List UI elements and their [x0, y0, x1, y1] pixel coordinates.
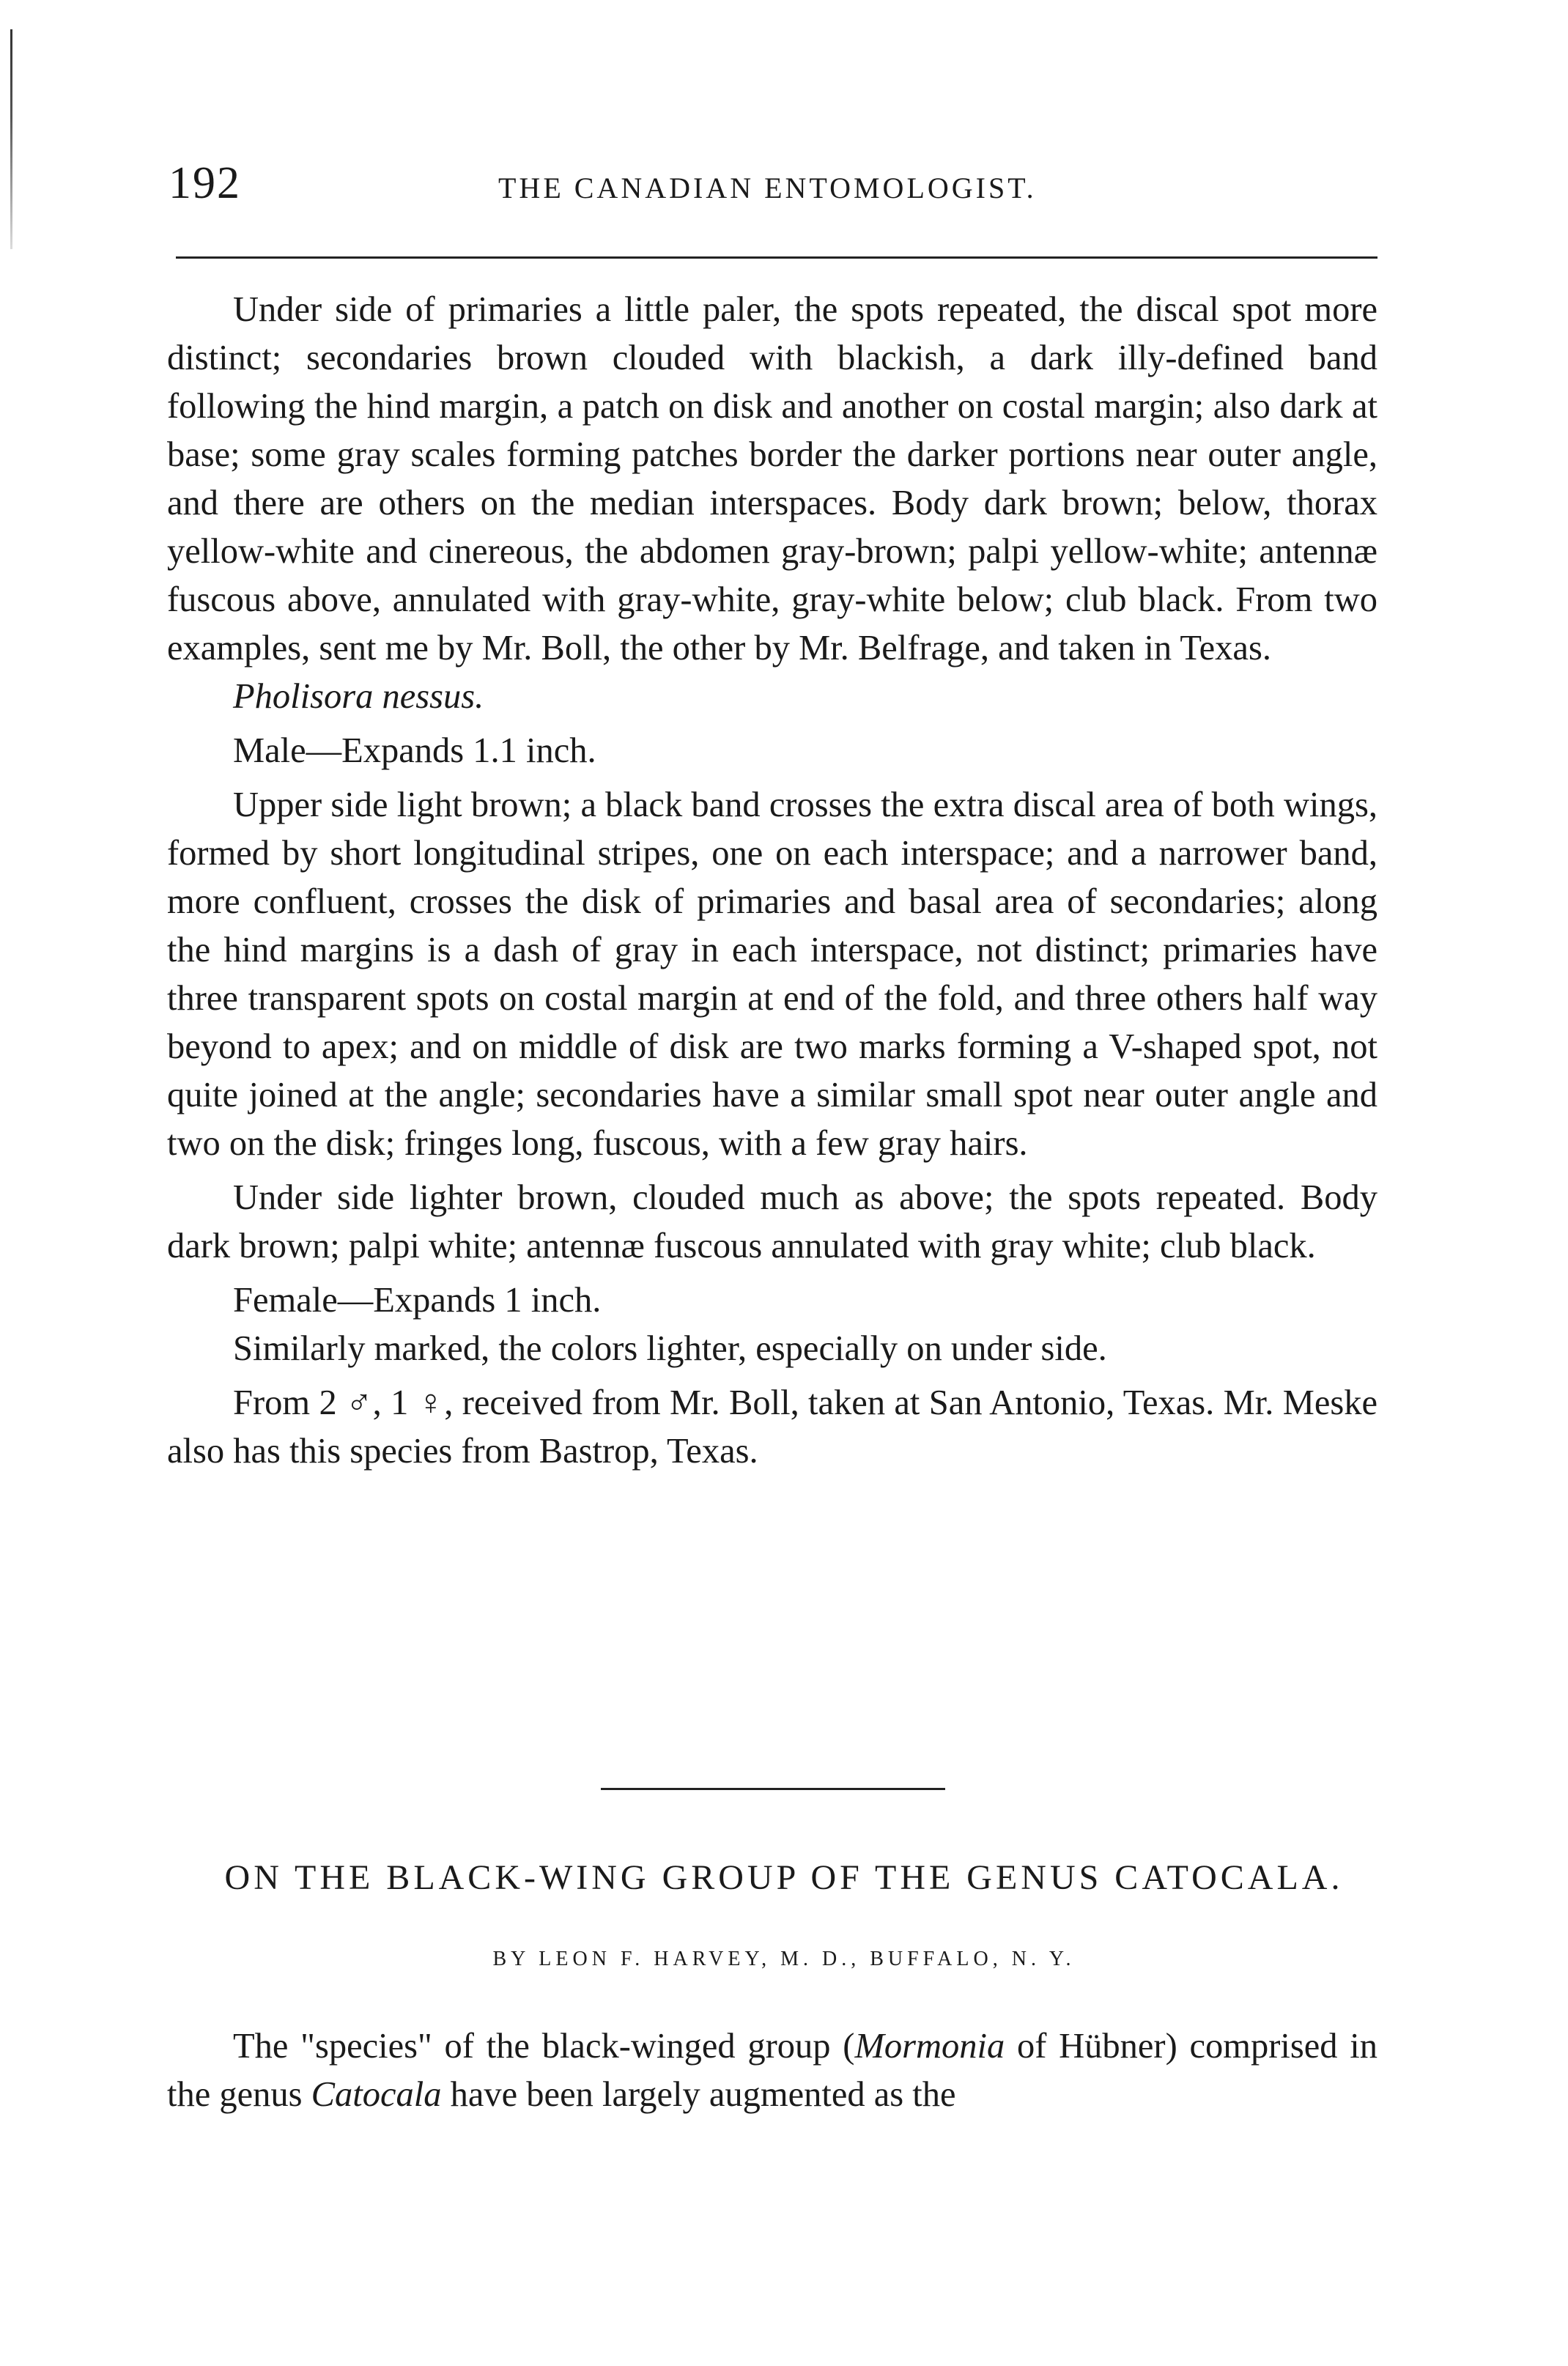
header-rule	[176, 256, 1377, 259]
intro-italic-catocala: Catocala	[311, 2075, 442, 2114]
species-title: Pholisora nessus.	[233, 677, 484, 716]
paragraph-specimens: From 2 ♂, 1 ♀, received from Mr. Boll, taken at San Antonio, Texas. Mr. Meske also has this species from Bastrop, Texas.	[167, 1383, 1377, 1471]
paragraph-upperside: Upper side light brown; a black band crosses the extra discal area of both wings, formed by short longitudinal stripes, one on each interspace; and a narrower band, more confluent, crosses the disk of primaries and basal area of secondaries; along the hind margins is a dash of gray in each interspace, not distinct; primaries have three transparent spots on costal margin at end of the fold, and three others half way beyond to apex; and on middle of disk are two marks forming a V-shaped spot, not quite joined at the angle; secondaries have a similar small spot near outer angle and two on the disk; fringes long, fuscous, with a few gray hairs.	[167, 785, 1377, 1163]
paragraph-underside: Under side of primaries a little paler, the spots repeated, the discal spot more distinct; secondaries brown clouded with blackish, a dark illy-defined band following the hind margin, a patch on disk and another on costal margin; also dark at base; some gray scales forming patches border the darker portions near outer angle, and there are others on the median interspaces. Body dark brown; below, thorax yellow-white and cinereous, the abdomen gray-brown; palpi yellow-white; antennæ fuscous above, annulated with gray-white, gray-white below; club black. From two examples, sent me by Mr. Boll, the other by Mr. Belfrage, and taken in Texas.	[167, 290, 1377, 668]
page-header	[169, 158, 1414, 223]
female-expands: Female—Expands 1 inch.	[233, 1281, 602, 1320]
paragraph-underside-male: Under side lighter brown, clouded much as above; the spots repeated. Body dark brown; palpi white; antennæ fuscous annulated with gray white; club black.	[167, 1178, 1377, 1265]
intro-text-a: The "species" of the black-winged group (	[233, 2027, 855, 2066]
article-title: ON THE BLACK-WING GROUP OF THE GENUS CATOCALA.	[224, 1858, 1344, 1897]
running-head: THE CANADIAN ENTOMOLOGIST.	[498, 171, 1037, 204]
page-number: 192	[169, 158, 241, 208]
intro-text-b: of Hübner) comprised in the genus	[167, 2027, 1377, 2114]
scan-edge-artifact	[10, 29, 12, 249]
article-byline: BY LEON F. HARVEY, M. D., BUFFALO, N. Y.	[492, 1948, 1076, 1970]
section-divider	[601, 1788, 945, 1790]
intro-text-c: have been largely augmented as the	[441, 2075, 956, 2114]
species-description	[167, 286, 1377, 1476]
intro-italic-mormonia: Mormonia	[854, 2027, 1005, 2066]
paragraph-female-markings: Similarly marked, the colors lighter, especially on under side.	[233, 1329, 1107, 1368]
male-expands: Male—Expands 1.1 inch.	[233, 731, 596, 770]
article-intro	[167, 2022, 1377, 2119]
article-body	[167, 2022, 1377, 2119]
